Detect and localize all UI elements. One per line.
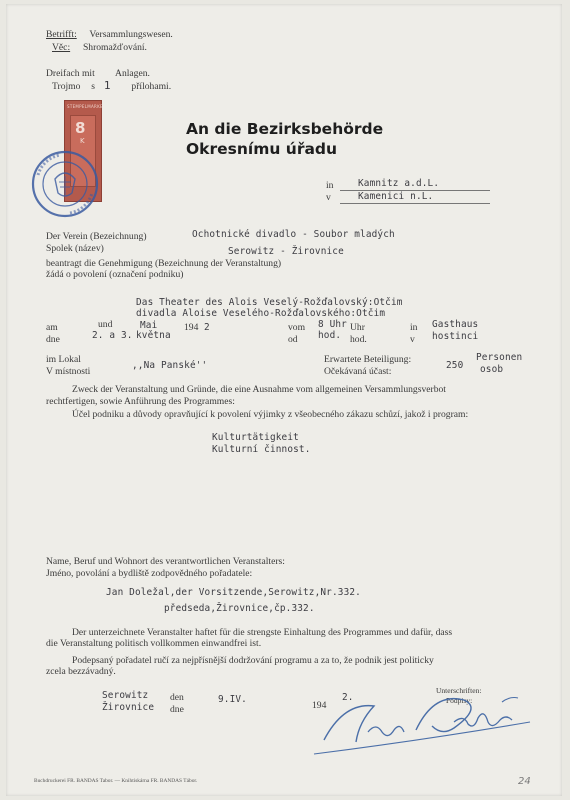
day-values: 2. a 3. bbox=[92, 330, 133, 341]
trojmo-label: Trojmo bbox=[52, 81, 81, 92]
betrifft-value: Versammlungswesen. bbox=[89, 29, 173, 40]
verein-label-cz: Spolek (název) bbox=[46, 243, 104, 254]
trojmo-s: s bbox=[91, 81, 95, 92]
unterschriften-label: Unterschriften: bbox=[436, 686, 482, 695]
signoff-place-de: Serowitz bbox=[102, 690, 149, 701]
year-suffix: 2 bbox=[204, 322, 210, 333]
month-de: Mai bbox=[140, 320, 158, 331]
betrifft-label: Betrifft: bbox=[46, 29, 77, 40]
dreifach-row bbox=[46, 68, 150, 79]
signoff-year-prefix: 194 bbox=[312, 700, 327, 711]
signoff-dne: dne bbox=[170, 704, 184, 715]
uhr-label: Uhr bbox=[350, 322, 365, 333]
declaration-cz-1: Podepsaný pořadatel ručí za nejpřísnější dodržování programu a za to, že podnik jest politicky bbox=[72, 655, 434, 666]
attachment-count: 1 bbox=[103, 79, 111, 92]
vec-value: Shromažďování. bbox=[82, 42, 147, 53]
place-cz: hostinci bbox=[432, 331, 479, 342]
beantragt-de: beantragt die Genehmigung (Bezeichnung der Veranstaltung) bbox=[46, 258, 282, 269]
title-line-1: An die Bezirksbehörde bbox=[186, 120, 384, 138]
zweck-line-3: Účel podniku a důvody opravňující k povolení výjimky z všeobecného zákazu schůzí, jakož i program: bbox=[72, 409, 469, 420]
revenue-stamp-unit: K bbox=[80, 137, 85, 145]
participants-unit-de: Personen bbox=[476, 352, 523, 363]
trojmo-row bbox=[52, 80, 171, 92]
signoff-year-suffix: 2. bbox=[342, 692, 354, 703]
signoff-place-cz: Žirovnice bbox=[102, 702, 155, 713]
declaration-de-2: die Veranstaltung politisch vollkommen einwandfrei ist. bbox=[46, 638, 262, 649]
od-label: od bbox=[288, 334, 298, 345]
lokal-value: ,,Na Panské'' bbox=[132, 360, 208, 371]
revenue-stamp-value: 8 bbox=[75, 119, 86, 137]
beteiligung-cz: Očekávaná účast: bbox=[324, 366, 392, 377]
verein-value-2: Serowitz - Žirovnice bbox=[228, 246, 344, 257]
title-line-2: Okresnímu úřadu bbox=[186, 140, 338, 158]
official-seal-icon bbox=[30, 149, 100, 224]
vom-label: vom bbox=[288, 322, 306, 333]
location-line-1 bbox=[340, 190, 490, 191]
declaration-de-1: Der unterzeichnete Veranstalter haftet für die strengste Einhaltung des Programmes und dafür, dass bbox=[72, 627, 453, 638]
event-name-de: Das Theater des Alois Veselý-Rožďalovský:Otčim bbox=[136, 297, 403, 308]
hod-label: hod. bbox=[350, 334, 367, 345]
verein-label-de: Der Verein (Bezeichnung) bbox=[46, 231, 147, 242]
vec-row bbox=[52, 42, 147, 53]
place-de: Gasthaus bbox=[432, 319, 479, 330]
betrifft-row bbox=[46, 29, 173, 40]
location-in-value: Kamnitz a.d.L. bbox=[358, 178, 440, 189]
podpisy-label: Podpisy: bbox=[446, 696, 473, 705]
zweck-line-1: Zweck der Veranstaltung und Gründe, die eine Ausnahme vom allgemeinen Versammlungsverbot bbox=[72, 384, 446, 395]
event-name-cz: divadla Aloise Veselého-Rožďalovského:Otčim bbox=[136, 308, 386, 319]
beantragt-cz: žádá o povolení (označení podniku) bbox=[46, 269, 184, 280]
zweck-value-2: Kulturní činnost. bbox=[212, 444, 311, 455]
location-line-2 bbox=[340, 203, 490, 204]
dne-label: dne bbox=[46, 334, 60, 345]
anlagen-label: Anlagen. bbox=[115, 68, 150, 79]
location-v-value: Kamenici n.L. bbox=[358, 191, 434, 202]
veranstalter-label-cz: Jméno, povolání a bydliště zodpovědného pořadatele: bbox=[46, 568, 253, 579]
lokal-label-cz: V místnosti bbox=[46, 366, 91, 377]
vec-label: Věc: bbox=[52, 42, 71, 53]
handwritten-signature-icon bbox=[304, 682, 534, 767]
revenue-stamp-top-text: STEMPELMARKE bbox=[67, 104, 103, 109]
time-de: 8 Uhr bbox=[318, 319, 347, 330]
participants-unit-cz: osob bbox=[480, 364, 504, 375]
place-v-label: v bbox=[410, 334, 415, 345]
veranstalter-value-2: předseda,Žirovnice,čp.332. bbox=[164, 603, 315, 614]
zweck-value-1: Kulturtätigkeit bbox=[212, 432, 299, 443]
year-prefix: 194 bbox=[184, 322, 199, 333]
signoff-date: 9.IV. bbox=[218, 694, 247, 705]
location-v-label: v bbox=[326, 192, 331, 203]
am-label: am bbox=[46, 322, 58, 333]
dreifach-label: Dreifach mit bbox=[46, 68, 95, 79]
month-cz: května bbox=[136, 330, 171, 341]
verein-value-1: Ochotnické divadlo - Soubor mladých bbox=[192, 229, 395, 240]
page-mark: 24 bbox=[518, 776, 531, 787]
lokal-label-de: im Lokal bbox=[46, 354, 81, 365]
place-in-label: in bbox=[410, 322, 418, 333]
prilohami-label: přílohami. bbox=[131, 81, 172, 92]
printer-footer: Buchdruckerei FR. BANDAS Tabor. — Knihtiskárna FR. BANDAS Tábor. bbox=[34, 778, 198, 784]
beteiligung-de: Erwartete Beteiligung: bbox=[324, 354, 412, 365]
veranstalter-value-1: Jan Doležal,der Vorsitzende,Serowitz,Nr.332. bbox=[106, 587, 361, 598]
veranstalter-label-de: Name, Beruf und Wohnort des verantwortlichen Veranstalters: bbox=[46, 556, 285, 567]
location-in-label: in bbox=[326, 180, 334, 191]
document-page bbox=[6, 4, 562, 796]
und-label: und bbox=[98, 319, 113, 330]
participants-count: 250 bbox=[446, 360, 464, 371]
signoff-den: den bbox=[170, 692, 184, 703]
declaration-cz-2: zcela bezzávadný. bbox=[46, 666, 116, 677]
time-cz: hod. bbox=[318, 330, 342, 341]
zweck-line-2: rechtfertigen, sowie Anführung des Programmes: bbox=[46, 396, 235, 407]
